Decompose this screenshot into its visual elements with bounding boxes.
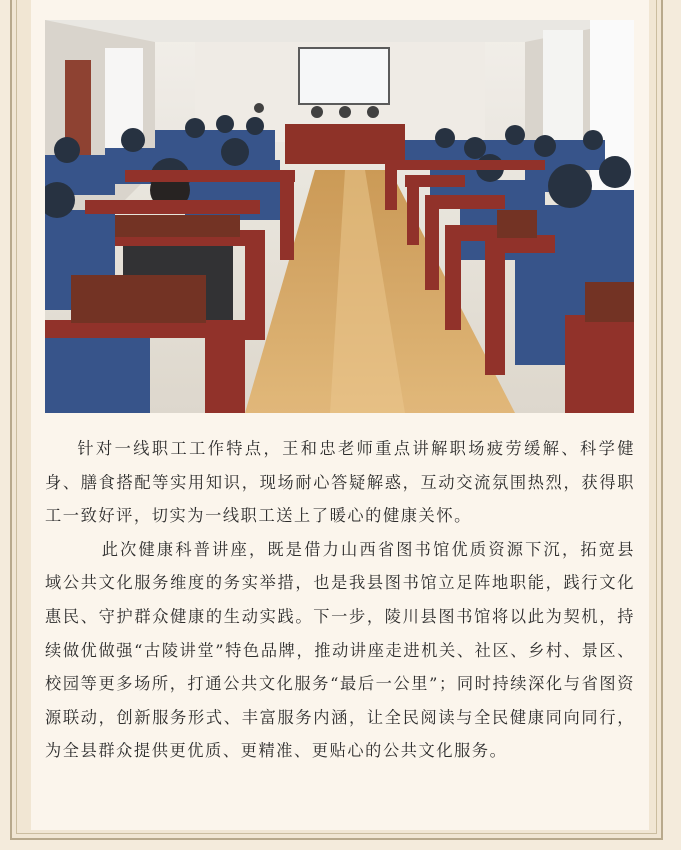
article-paragraph: 此次健康科普讲座，既是借力山西省图书馆优质资源下沉，拓宽县域公共文化服务维度的务实举措，也是我县图书馆立足阵地职能，践行文化惠民、守护群众健康的生动实践。下一步，陵川县图书馆将以此为契机，持续做优做强“古陵讲堂”特色品牌，推动讲座走进机关、社区、乡村、景区、校园等更多场所，打通公共文化服务“最后一公里”；同时持续深化与省图资源联动，创新服务形式、丰富服务内涵，让全民阅读与全民健康同向同行，为全县群众提供更优质、更精准、更贴心的公共文化服务。 [45, 539, 635, 761]
meeting-room-photo [45, 20, 634, 413]
article-paragraph: 针对一线职工工作特点，王和忠老师重点讲解职场疲劳缓解、科学健身、膳食搭配等实用知识，现场耐心答疑解惑，互动交流氛围热烈，获得职工一致好评，切实为一线职工送上了暖心的健康关怀。 [45, 439, 635, 526]
article-body [45, 432, 635, 768]
